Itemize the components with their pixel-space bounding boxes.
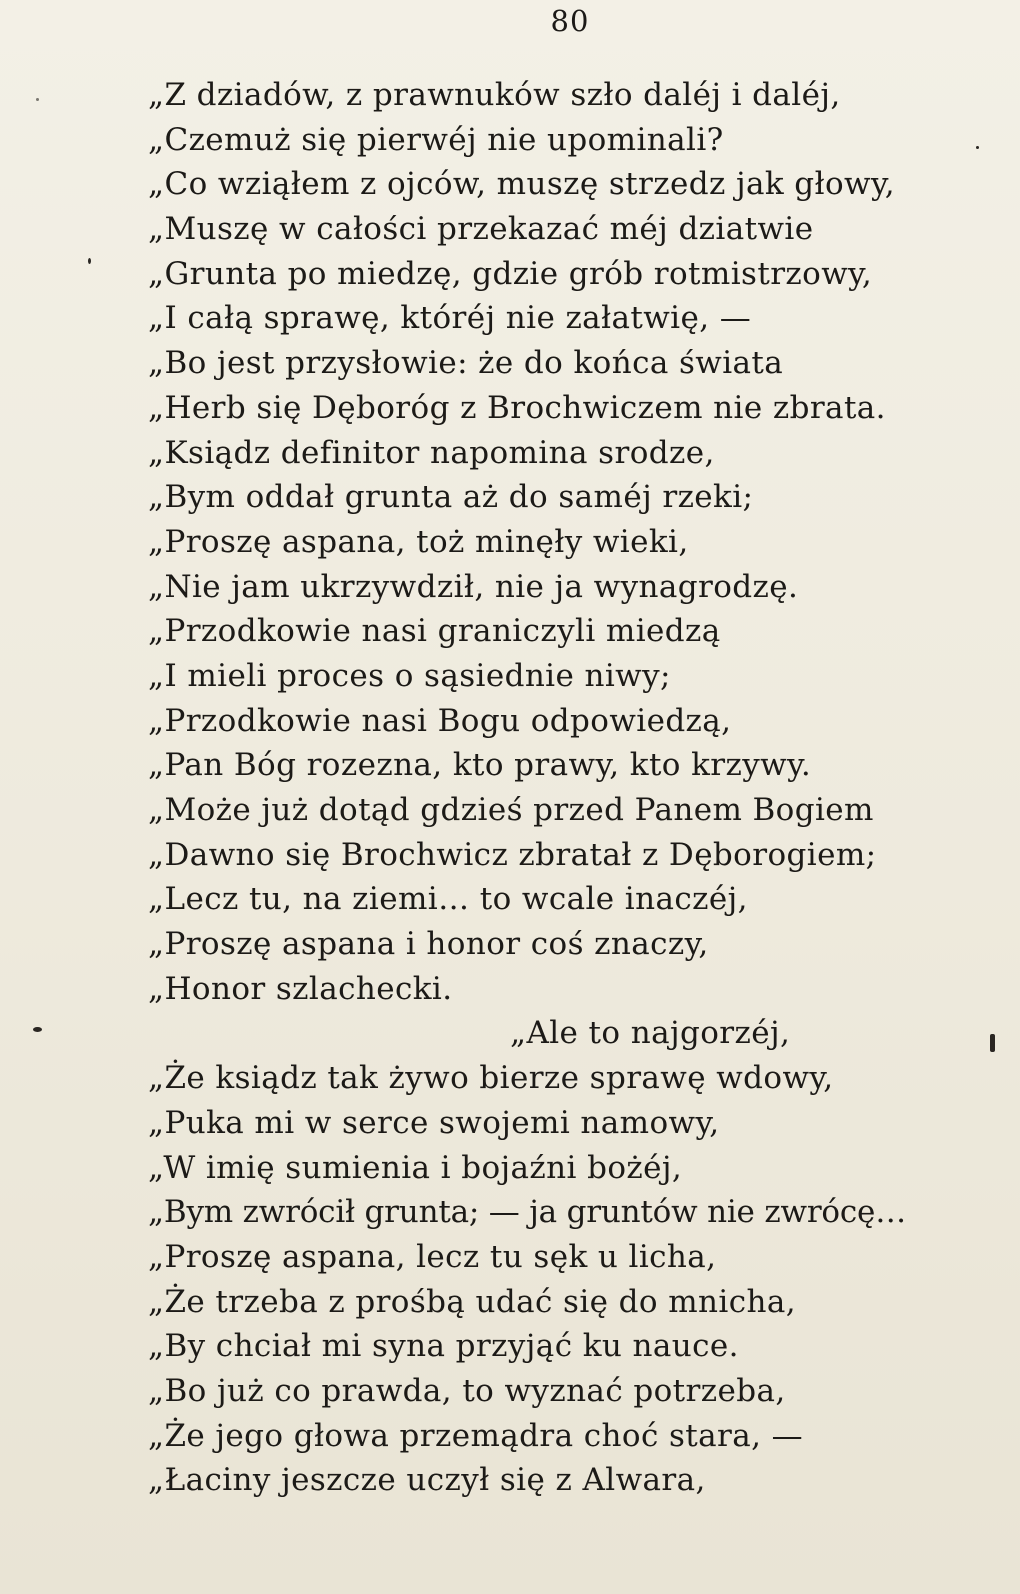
poem-line: „Łaciny jeszcze uczył się z Alwara,	[148, 1462, 706, 1499]
poem-line: „Honor szlachecki.	[148, 970, 453, 1007]
ink-speck	[33, 1027, 42, 1032]
poem-line: „Z dziadów, z prawnuków szło daléj i daléj,	[148, 77, 841, 113]
poem-line: „Grunta po miedzę, gdzie grób rotmistrzowy,	[148, 255, 873, 292]
poem-line: „Czemuż się pierwéj nie upominali?	[148, 121, 724, 158]
poem-line: „By chciał mi syna przyjąć ku nauce.	[148, 1328, 739, 1365]
poem-line: „Bym oddał grunta aż do saméj rzeki;	[148, 479, 754, 516]
poem-line: „W imię sumienia i bojaźni bożéj,	[148, 1149, 683, 1186]
poem-line-indented: „Ale to najgorzéj,	[510, 1015, 791, 1052]
poem-line: „Proszę aspana, lecz tu sęk u licha,	[148, 1238, 717, 1275]
poem-line: „Dawno się Brochwicz zbratał z Dęborogiem;	[148, 836, 877, 873]
poem-line: „Że ksiądz tak żywo bierze sprawę wdowy,	[148, 1060, 834, 1097]
poem-line: „Że jego głowa przemądra choć stara, —	[148, 1417, 804, 1454]
poem-line: „Nie jam ukrzywdził, nie ja wynagrodzę.	[148, 568, 799, 605]
poem-line: „Bym zwrócił grunta; — ja gruntów nie zwrócę…	[148, 1194, 907, 1231]
poem-line: „Puka mi w serce swojemi namowy,	[148, 1104, 720, 1141]
poem-line: „Herb się Dęboróg z Brochwiczem nie zbrata.	[148, 389, 886, 426]
poem-line: „Może już dotąd gdzieś przed Panem Bogiem	[148, 792, 874, 828]
poem-line: „Proszę aspana, toż minęły wieki,	[148, 523, 689, 560]
poem-line: „Przodkowie nasi Bogu odpowiedzą,	[148, 702, 732, 739]
ink-speck	[976, 146, 979, 149]
poem-line: „Że trzeba z prośbą udać się do mnicha,	[148, 1283, 796, 1320]
poem-text	[148, 73, 998, 1503]
ink-speck	[88, 258, 91, 264]
poem-line: „Bo już co prawda, to wyznać potrzeba,	[148, 1372, 786, 1409]
poem-line: „I całą sprawę, któréj nie załatwię, —	[148, 300, 752, 337]
ink-speck	[990, 1034, 995, 1052]
poem-line: „I mieli proces o sąsiednie niwy;	[148, 657, 671, 694]
ink-speck	[36, 98, 39, 101]
poem-line: „Przodkowie nasi graniczyli miedzą	[148, 613, 721, 650]
poem-line: „Muszę w całości przekazać méj dziatwie	[148, 211, 814, 248]
page-number: 80	[550, 4, 590, 38]
poem-line: „Proszę aspana i honor coś znaczy,	[148, 926, 709, 963]
poem-line: „Bo jest przysłowie: że do końca świata	[148, 345, 784, 382]
poem-line: „Pan Bóg rozezna, kto prawy, kto krzywy.	[148, 747, 812, 784]
poem-line: „Lecz tu, na ziemi… to wcale inaczéj,	[148, 881, 748, 918]
poem-line: „Ksiądz definitor napomina srodze,	[148, 434, 715, 471]
poem-line: „Co wziąłem z ojców, muszę strzedz jak głowy,	[148, 166, 896, 203]
